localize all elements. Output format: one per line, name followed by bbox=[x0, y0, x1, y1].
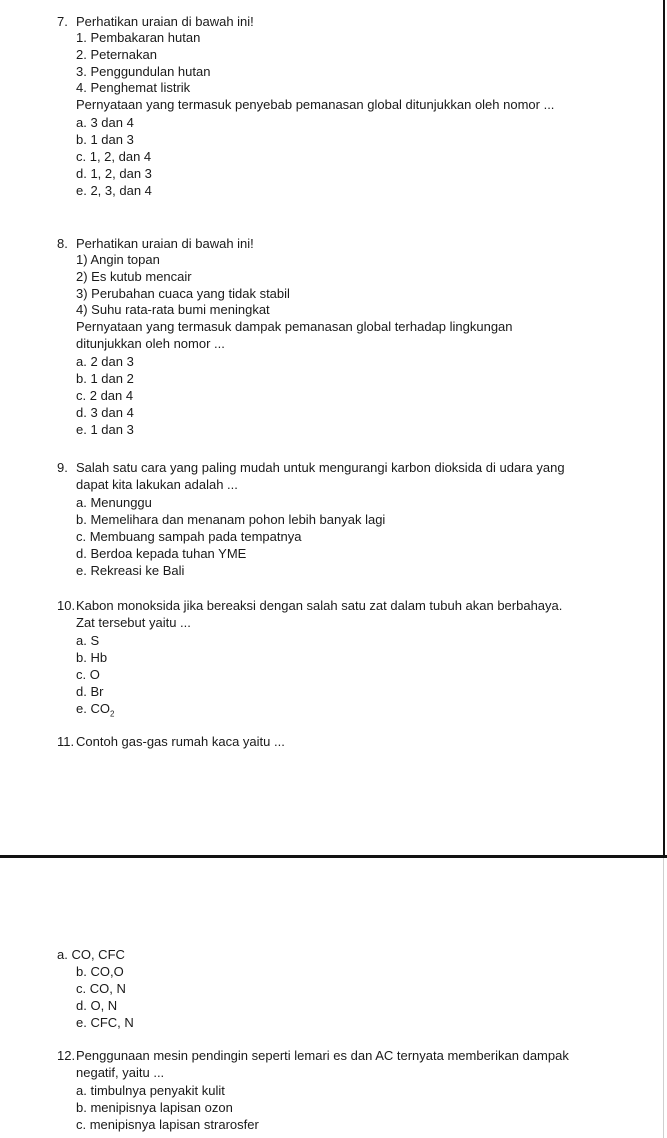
answer-option-e[interactable]: e. 2, 3, dan 4 bbox=[76, 182, 152, 198]
question-intro bbox=[0, 14, 640, 30]
answer-option-a[interactable]: a. 3 dan 4 bbox=[76, 114, 134, 130]
question-9 bbox=[0, 460, 640, 579]
question-intro-text: Perhatikan uraian di bawah ini! bbox=[76, 236, 254, 251]
answer-option-a[interactable]: a. CO, CFC bbox=[57, 947, 125, 962]
page-divider bbox=[0, 855, 667, 858]
question-number: 11. bbox=[57, 734, 75, 749]
list-item: 1. Pembakaran hutan bbox=[76, 30, 201, 45]
answer-options bbox=[0, 632, 640, 723]
question-number: 10. bbox=[57, 598, 76, 613]
answer-option-a[interactable]: a. timbulnya penyakit kulit bbox=[76, 1082, 225, 1098]
list-item: 1) Angin topan bbox=[76, 252, 160, 267]
question-stem: Pernyataan yang termasuk dampak pemanasan global terhadap lingkungan ditunjukkan oleh nomor ... bbox=[76, 319, 513, 351]
answer-option-b[interactable]: b. 1 dan 3 bbox=[76, 131, 134, 147]
answer-option-b[interactable]: b. menipisnya lapisan ozon bbox=[76, 1099, 233, 1115]
question-10 bbox=[0, 598, 640, 722]
answer-option-c[interactable]: c. 2 dan 4 bbox=[76, 387, 134, 403]
list-item: 2. Peternakan bbox=[76, 46, 157, 62]
answer-options bbox=[0, 353, 640, 438]
question-stem-text: Penggunaan mesin pendingin seperti lemari es dan AC ternyata memberikan dampak negatif, yaitu ... bbox=[76, 1048, 569, 1080]
answer-option-c[interactable]: c. CO, N bbox=[76, 981, 126, 996]
answer-option-c[interactable]: c. menipisnya lapisan strarosfer bbox=[76, 1116, 259, 1132]
question-11 bbox=[0, 734, 640, 751]
question-number: 9. bbox=[57, 460, 68, 475]
answer-option-a[interactable]: a. 2 dan 3 bbox=[76, 353, 134, 369]
answer-option-d[interactable]: d. O, N bbox=[76, 998, 118, 1013]
answer-options bbox=[0, 494, 640, 579]
answer-option-d[interactable]: d. 3 dan 4 bbox=[76, 404, 134, 420]
answer-option-d[interactable]: d. Berdoa kepada tuhan YME bbox=[76, 545, 247, 561]
answer-option-e-text: e. CO bbox=[76, 700, 110, 716]
page-right-border bbox=[663, 0, 665, 857]
answer-option-e[interactable] bbox=[0, 700, 640, 723]
question-7 bbox=[0, 14, 640, 199]
list-item: 4) Suhu rata-rata bumi meningkat bbox=[76, 302, 270, 318]
list-item: 3. Penggundulan hutan bbox=[76, 63, 211, 79]
question-stem bbox=[0, 598, 640, 632]
list-item: 3) Perubahan cuaca yang tidak stabil bbox=[76, 285, 290, 301]
question-stem-text: Kabon monoksida jika bereaksi dengan salah satu zat dalam tubuh akan berbahaya. Zat tersebut yaitu ... bbox=[76, 598, 563, 630]
question-stem-text: Contoh gas-gas rumah kaca yaitu ... bbox=[76, 734, 285, 749]
question-stem-text: Salah satu cara yang paling mudah untuk mengurangi karbon dioksida di udara yang dapat kita lakukan adalah ... bbox=[76, 460, 565, 492]
answer-option-b[interactable]: b. 1 dan 2 bbox=[76, 370, 134, 386]
answer-option-c[interactable]: c. O bbox=[76, 666, 100, 682]
list-item: 2) Es kutub mencair bbox=[76, 268, 192, 284]
question-intro bbox=[0, 236, 640, 252]
question-8 bbox=[0, 236, 640, 438]
answer-option-d[interactable]: d. 1, 2, dan 3 bbox=[76, 165, 152, 181]
question-stem bbox=[0, 1048, 640, 1082]
question-number: 12. bbox=[57, 1048, 76, 1063]
answer-option-e[interactable]: e. Rekreasi ke Bali bbox=[76, 562, 185, 578]
answer-options bbox=[0, 1082, 640, 1133]
answer-option-c[interactable]: c. Membuang sampah pada tempatnya bbox=[76, 528, 302, 544]
question-intro-text: Perhatikan uraian di bawah ini! bbox=[76, 14, 254, 29]
answer-option-e[interactable]: e. CFC, N bbox=[76, 1015, 134, 1030]
answer-options bbox=[0, 114, 640, 199]
answer-option-e[interactable]: e. 1 dan 3 bbox=[76, 421, 134, 437]
question-number: 7. bbox=[57, 14, 68, 29]
answer-option-a[interactable]: a. Menunggu bbox=[76, 494, 152, 510]
answer-option-a[interactable]: a. S bbox=[76, 632, 100, 648]
answer-option-b[interactable]: b. CO,O bbox=[76, 964, 124, 979]
answer-option-d[interactable]: d. Br bbox=[76, 683, 104, 699]
answer-option-b[interactable]: b. Memelihara dan menanam pohon lebih banyak lagi bbox=[76, 511, 386, 527]
question-12 bbox=[0, 1048, 640, 1133]
list-item: 4. Penghemat listrik bbox=[76, 80, 191, 96]
question-number: 8. bbox=[57, 236, 68, 251]
question-stem bbox=[0, 460, 640, 494]
answer-option-b[interactable]: b. Hb bbox=[76, 649, 108, 665]
question-11-options bbox=[0, 946, 640, 1031]
page-right-border-lower bbox=[663, 858, 664, 1138]
answer-option-c[interactable]: c. 1, 2, dan 4 bbox=[76, 148, 152, 164]
subscript: 2 bbox=[109, 709, 115, 719]
question-stem: Pernyataan yang termasuk penyebab pemanasan global ditunjukkan oleh nomor ... bbox=[76, 97, 555, 113]
answer-options bbox=[0, 946, 640, 1031]
question-stem bbox=[0, 734, 640, 751]
